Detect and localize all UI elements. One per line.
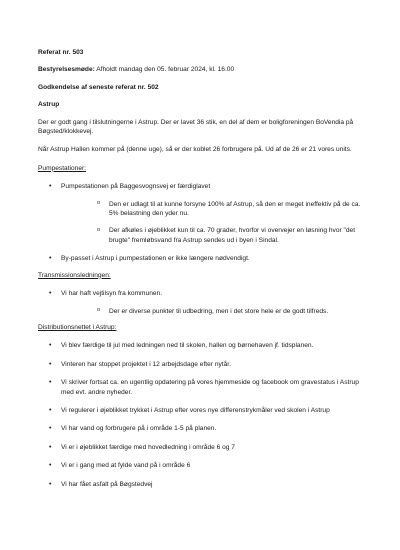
section-title-astrup: Astrup	[38, 101, 60, 109]
pumpestationer-heading: Pumpestationer:	[38, 164, 87, 172]
list-item: • Vi har vand og forbrugere på i område 1-5 på planen.	[38, 424, 366, 433]
pumpestationer-list	[38, 182, 366, 263]
list-item: • Vi er i øjeblikket færdige med hovedledning i område 6 og 7	[38, 443, 366, 452]
meeting-label: Bestyrelsesmøde:	[38, 66, 95, 74]
paragraph: Der er godt gang i tilslutningerne i Astrup. Der er lavet 36 stik, en del af dem er boligforeningen BoVendia på Bøgsted/klokkevej.	[38, 118, 354, 136]
referat-number: Referat nr. 503	[38, 49, 84, 56]
list-item: • Vi blev færdige til jul med ledningen ned til skolen, hallen og børnehaven jf. tidsplanen.	[38, 341, 366, 350]
list-item: • Vinteren har stoppet projektet i 12 arbejdsdage efter nytår.	[38, 360, 366, 369]
transmission-list	[38, 289, 366, 316]
list-item	[38, 182, 366, 245]
list-item	[38, 254, 366, 263]
list-item: • Vi skriver fortsat ca. en ugentlig opdatering på vores hjemmeside og facebook om gravestatus i Astrup med evt. andre nyheder.	[38, 378, 366, 397]
list-item-text: By-passet i Astrup i pumpestationen er ikke længere nødvendigt.	[61, 255, 250, 263]
list-item	[38, 289, 366, 316]
distribution-list	[38, 341, 366, 489]
sub-list-item: o Den er udlagt til at kunne forsyne 100% af Astrup, så den er meget ineffektiv på de ca. 5% belastning den yder nu.	[61, 200, 366, 219]
list-item-text: Vi har haft vejtilsyn fra kommunen.	[61, 290, 163, 298]
meeting-info	[38, 65, 366, 74]
list-item: • Vi regulerer i øjeblikket trykket i Astrup efter vores nye differenstrykmåler ved skolen i Astrup	[38, 406, 366, 415]
approval-heading: Godkendelse af seneste referat nr. 502	[38, 83, 159, 91]
distributionsnettet-heading: Distributionsnettet i Astrup:	[38, 323, 117, 331]
sub-list-item: o Der er diverse punkter til udbedring, men i det store hele er de godt tilfreds.	[61, 307, 366, 316]
list-item-text: Pumpestationen på Baggesvognsvej er færdiglavet	[61, 183, 211, 191]
paragraph: Når Astrup Hallen kommer på (denne uge), så er der koblet 26 forbrugere på. Ud af de 26 er 21 vores units.	[38, 146, 352, 154]
sub-list-item: o Der afkøles i øjeblikket kun til ca. 70 grader, hvorfor vi overvejer en løsning hvor "det brugte" fremløbsvand fra Astrup sendes ud i byen i Sindal.	[61, 226, 366, 245]
sub-list	[61, 200, 366, 246]
transmissionsledningen-heading: Transmissionsledningen:	[38, 271, 111, 279]
sub-list	[61, 307, 366, 316]
list-item: • Vi er i gang med at fylde vand på i område 6	[38, 461, 366, 470]
meeting-details: Afholdt mandag den 05. februar 2024, kl. 16.00	[94, 66, 235, 74]
list-item: • Vi har fået asfalt på Bøgstedvej	[38, 480, 366, 489]
